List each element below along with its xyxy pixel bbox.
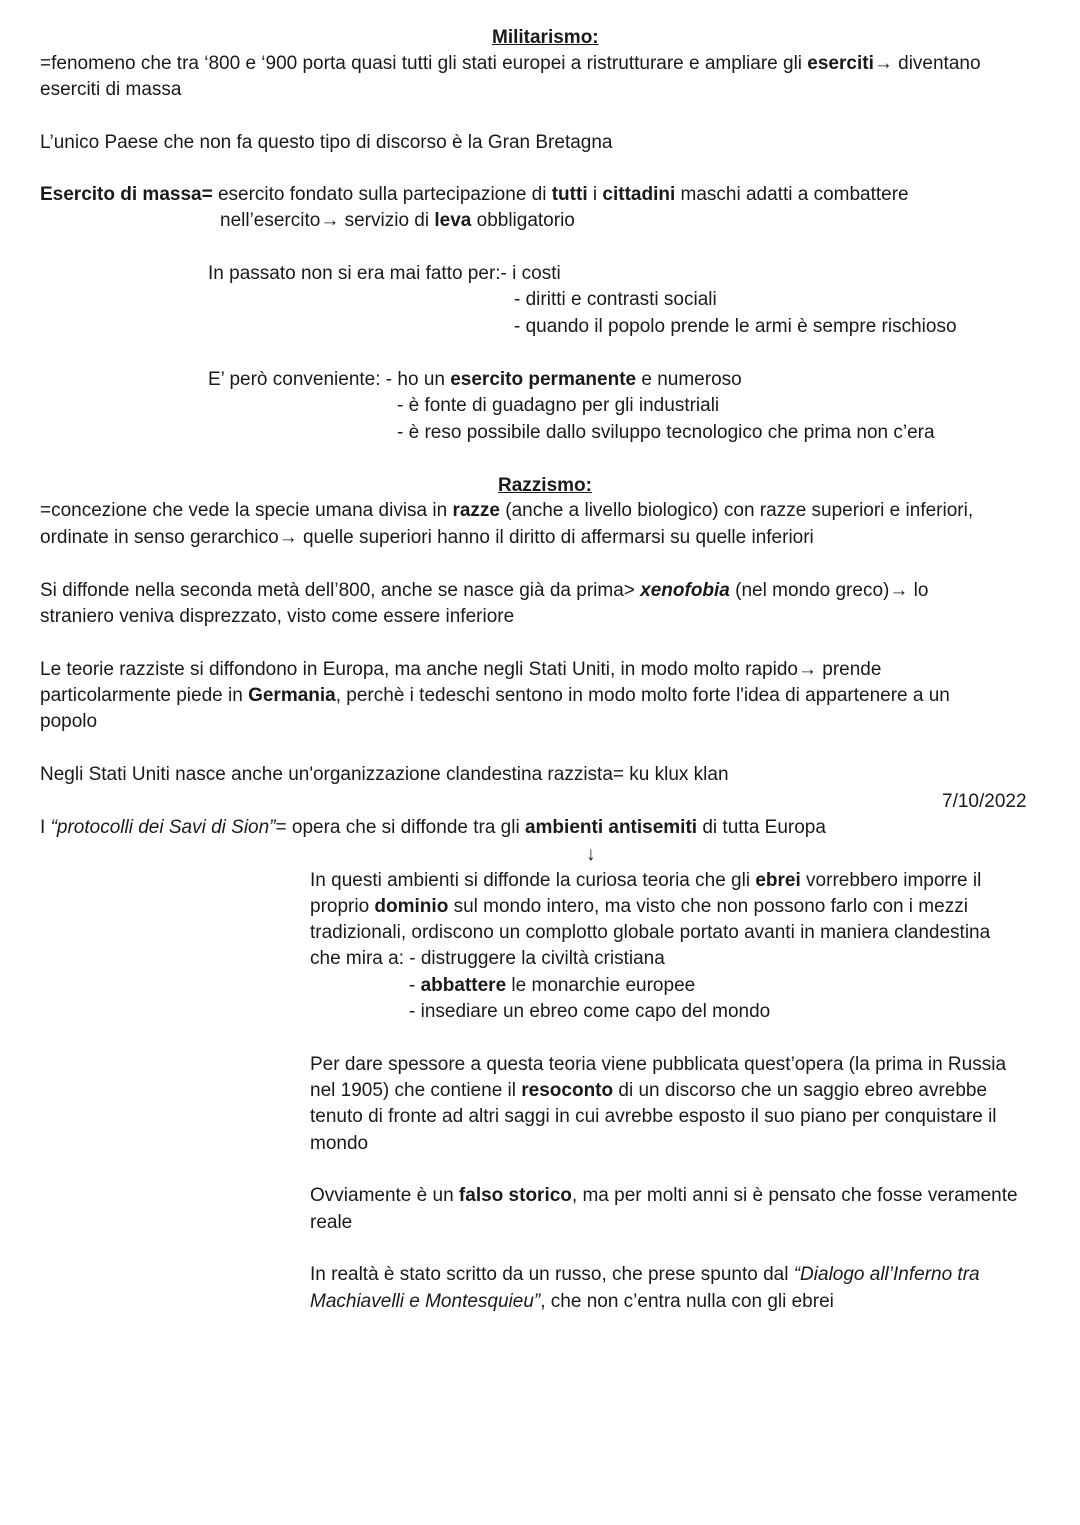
gran-bretagna-line: L’unico Paese che non fa questo tipo di discorso è la Gran Bretagna xyxy=(40,132,613,153)
militarismo-definition-line1: =fenomeno che tra ‘800 e ‘900 porta quasi tutti gli stati europei a ristrutturare e ampliare gli eserciti→ diventano xyxy=(40,53,981,74)
razzismo-heading: Razzismo: xyxy=(498,475,592,496)
passato-line3: - quando il popolo prende le armi è sempre rischioso xyxy=(514,316,957,337)
conveniente-line1: E’ però conveniente: - ho un esercito permanente e numeroso xyxy=(208,369,742,390)
conveniente-line2: - è fonte di guadagno per gli industriali xyxy=(397,395,720,416)
esercito-massa-line1: Esercito di massa= esercito fondato sulla partecipazione di tutti i cittadini maschi adatti a combattere xyxy=(40,184,909,205)
esercito-massa-line2: nell’esercito→ servizio di leva obbligatorio xyxy=(220,210,575,231)
spessore-line3: tenuto di fronte ad altri saggi in cui avrebbe esposto il suo piano per conquistare il xyxy=(310,1106,997,1127)
teoria-line3: tradizionali, ordiscono un complotto globale portato avanti in maniera clandestina xyxy=(310,922,991,943)
conveniente-line3: - è reso possibile dallo sviluppo tecnologico che prima non c’era xyxy=(397,422,935,443)
militarismo-heading: Militarismo: xyxy=(492,27,599,48)
falso-line2: reale xyxy=(310,1212,353,1233)
down-arrow-icon: ↓ xyxy=(586,844,596,865)
passato-line1: In passato non si era mai fatto per:- i costi xyxy=(208,263,561,284)
protocolli-line: I “protocolli dei Savi di Sion”= opera che si diffonde tra gli ambienti antisemiti di tutta Europa xyxy=(40,817,826,838)
teoria-line2: proprio dominio sul mondo intero, ma visto che non possono farlo con i mezzi xyxy=(310,896,968,917)
spessore-line2: nel 1905) che contiene il resoconto di un discorso che un saggio ebreo avrebbe xyxy=(310,1080,988,1101)
spessore-line1: Per dare spessore a questa teoria viene pubblicata quest’opera (la prima in Russia xyxy=(310,1054,1007,1075)
diffusione-line2: straniero veniva disprezzato, visto come essere inferiore xyxy=(40,606,515,627)
teorie-line1: Le teorie razziste si diffondono in Europa, ma anche negli Stati Uniti, in modo molto rapido→ prende xyxy=(40,659,882,680)
realta-line1: In realtà è stato scritto da un russo, che prese spunto dal “Dialogo all’Inferno tra xyxy=(310,1264,980,1285)
militarismo-definition-line2: eserciti di massa xyxy=(40,79,182,100)
kkk-line: Negli Stati Uniti nasce anche un'organizzazione clandestina razzista= ku klux klan xyxy=(40,764,729,785)
passato-line2: - diritti e contrasti sociali xyxy=(514,289,717,310)
falso-line1: Ovviamente è un falso storico, ma per molti anni si è pensato che fosse veramente xyxy=(310,1185,1018,1206)
teorie-line3: popolo xyxy=(40,711,98,732)
diffusione-line1: Si diffonde nella seconda metà dell’800, anche se nasce già da prima> xenofobia (nel mondo greco)→ lo xyxy=(40,580,929,601)
teoria-line1: In questi ambienti si diffonde la curiosa teoria che gli ebrei vorrebbero imporre il xyxy=(310,870,982,891)
teoria-line6: - insediare un ebreo come capo del mondo xyxy=(409,1001,771,1022)
teoria-line5: - abbattere le monarchie europee xyxy=(409,975,696,996)
realta-line2: Machiavelli e Montesquieu”, che non c’entra nulla con gli ebrei xyxy=(310,1291,834,1312)
razzismo-definition-line2: ordinate in senso gerarchico→ quelle superiori hanno il diritto di affermarsi su quelle inferiori xyxy=(40,527,814,548)
date-label: 7/10/2022 xyxy=(942,791,1027,812)
teoria-line4: che mira a: - distruggere la civiltà cristiana xyxy=(310,948,665,969)
razzismo-definition-line1: =concezione che vede la specie umana divisa in razze (anche a livello biologico) con razze superiori e inferiori, xyxy=(40,500,974,521)
teorie-line2: particolarmente piede in Germania, perchè i tedeschi sentono in modo molto forte l'idea di appartenere a un xyxy=(40,685,950,706)
spessore-line4: mondo xyxy=(310,1133,369,1154)
